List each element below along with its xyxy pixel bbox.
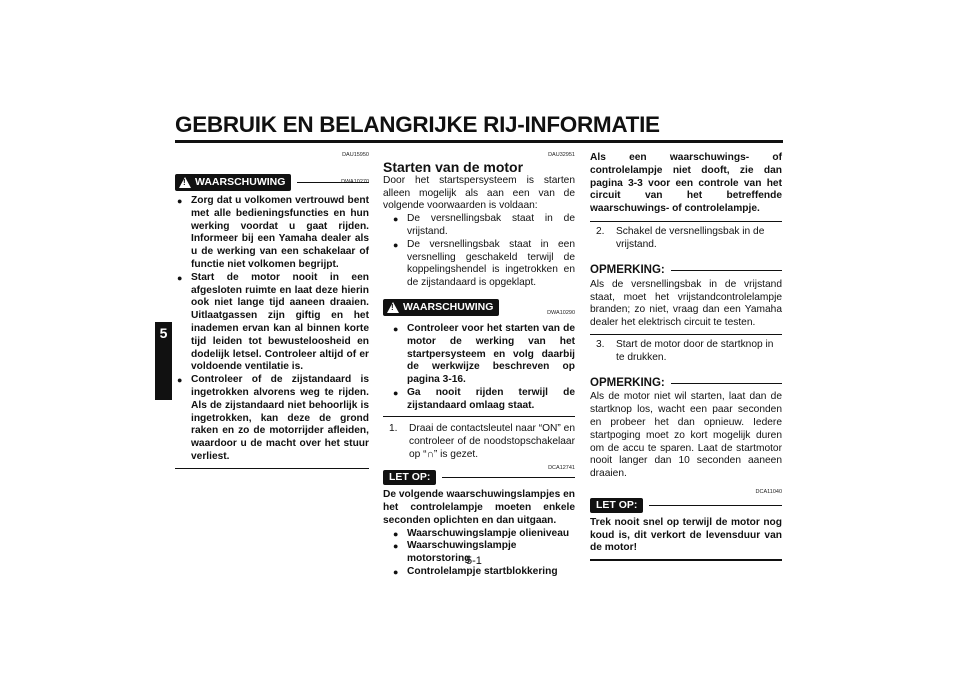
divider — [590, 221, 782, 223]
bullet-icon: ● — [177, 272, 183, 283]
caution-header — [590, 498, 782, 513]
warning-badge — [175, 174, 291, 191]
title-rule — [175, 140, 783, 143]
lamp-item: ● Waarschuwingslampje motorstoring — [393, 540, 517, 565]
lamp-item: ● Controlelampje startblokkering — [393, 566, 558, 578]
column-1 — [175, 152, 369, 469]
divider — [383, 416, 575, 418]
intro-text: Door het startspersysteem is starten alleen mogelijk als aan een van de volgende voorwaarden is voldaan: — [383, 174, 575, 212]
step-2: 2. Schakel de versnellingsbak in de vrijstand. — [596, 226, 765, 251]
warning-triangle-icon: ! — [179, 177, 191, 188]
section-heading: Starten van de motor — [383, 159, 524, 175]
lamp-item: ● Waarschuwingslampje olieniveau — [393, 527, 570, 539]
bullet-icon: ● — [393, 541, 399, 552]
bullet-icon: ● — [393, 239, 399, 250]
page-number: 5-1 — [466, 555, 482, 567]
bullet-icon: ● — [393, 323, 399, 334]
divider — [590, 559, 782, 561]
condition-item: ● De versnellingsbak staat in de vrijstand. — [393, 213, 575, 237]
divider — [649, 505, 782, 506]
note-label: OPMERKING: — [590, 376, 665, 389]
step-3: 3. Start de motor door de startknop in te drukken. — [596, 339, 774, 363]
warning-list — [383, 323, 575, 413]
note-header — [590, 377, 782, 390]
divider — [671, 270, 782, 271]
divider — [175, 468, 369, 470]
doc-code: DCA12741 — [548, 465, 575, 472]
divider — [671, 383, 782, 384]
engine-run-icon: ∩ — [426, 448, 434, 460]
warning-item: ● Controleer voor het starten van de motor de werking van het startpersysteem en volg daarbij de werkwijze beschreven op pagina 3-16. — [393, 322, 575, 386]
bullet-icon: ● — [393, 528, 399, 539]
caution-header — [383, 470, 575, 485]
bullet-icon: ● — [393, 387, 399, 398]
bullet-icon: ● — [177, 196, 183, 206]
doc-code: DWA10270 — [341, 179, 369, 185]
chapter-tab: 5 — [155, 322, 172, 400]
doc-code: DWA10290 — [547, 309, 575, 316]
divider — [442, 477, 575, 478]
warning-header — [175, 174, 369, 191]
step-1: 1. Draai de contactsleutel naar “ON” en controleer of de noodstopschakelaar op “∩” is gezet. — [389, 423, 575, 460]
warning-label: WAARSCHUWING — [195, 176, 286, 189]
bullet-icon: ● — [177, 375, 183, 386]
note-text: Als de versnellingsbak in de vrijstand staat, moet het vrijstandcontrolelampje branden; zo niet, vraag dan een Yamaha dealer het elektrisch circuit te testen. — [590, 278, 782, 329]
divider — [590, 334, 782, 335]
warning-item: ● Ga nooit rijden terwijl de zijstandaard omlaag staat. — [393, 386, 575, 411]
note-text: Als de motor niet wil starten, laat dan de startknop los, wacht een paar seconden en probeer het dan opnieuw. Iedere startpoging moet zo kort mogelijk duren om de accu te sparen. Laat de startmotor nooit langer dan 10 seconden aaneen draaien. — [590, 391, 782, 480]
caution-badge: LET OP: — [590, 498, 643, 513]
caution-text: De volgende waarschuwingslampjes en het controlelampje moeten enkele seconden oplichten en dan uitgaan. — [383, 489, 575, 526]
bullet-icon: ● — [393, 567, 399, 578]
condition-item: ● De versnellingsbak staat in een versnelling geschakeld terwijl de koppelingshendel is ingetrokken en de zijstandaard is opgeklapt. — [393, 238, 575, 289]
warning-item: ● Start de motor nooit in een afgesloten ruimte en laat deze hierin ook niet lange tijd aaneen draaien. Uitlaatgassen zijn giftig en het inademen ervan kan al binnen korte tijd leiden tot bewusteloosheid en dodelijk letsel. Controleer altijd of er voldoende ventilatie is. — [177, 271, 369, 373]
warning-badge — [383, 299, 499, 316]
note-header — [590, 264, 782, 277]
warning-item: ● Zorg dat u volkomen vertrouwd bent met alle bedieningsfuncties en hun werking voordat u gaat rijden. Informeer bij een Yamaha dealer als u de werking van een schakelaar of functie niet volkomen begrijpt. — [177, 195, 369, 270]
caution-badge: LET OP: — [383, 470, 436, 485]
note-label: OPMERKING: — [590, 264, 665, 277]
page-title: GEBRUIK EN BELANGRIJKE RIJ-INFORMATIE — [175, 112, 660, 137]
bullet-icon: ● — [393, 214, 399, 225]
column-3 — [590, 152, 782, 561]
caution-text: Trek nooit snel op terwijl de motor nog koud is, dit verkort de levensduur van de motor! — [590, 516, 782, 554]
lamp-warning-text: Als een waarschuwings- of controlelampje niet dooft, zie dan pagina 3-3 voor een controle van het circuit van het betreffende waarschuwings- of controlelampje. — [590, 152, 782, 215]
doc-code: DAU15950 — [342, 152, 369, 158]
warning-list — [175, 195, 369, 464]
lamp-list — [383, 528, 575, 579]
warning-label: WAARSCHUWING — [403, 301, 494, 314]
warning-item: ● Controleer of de zijstandaard is ingetrokken alvorens weg te rijden. Als de zijstandaard niet behoorlijk is ingetrokken, kan deze de grond raken en zo de motorrijder afleiden, waardoor u de macht over het stuur verliest. — [177, 374, 369, 462]
doc-code: DCA11040 — [755, 489, 782, 496]
column-2 — [383, 152, 575, 579]
warning-triangle-icon: ! — [387, 302, 399, 313]
doc-code: DAU32951 — [548, 152, 575, 158]
